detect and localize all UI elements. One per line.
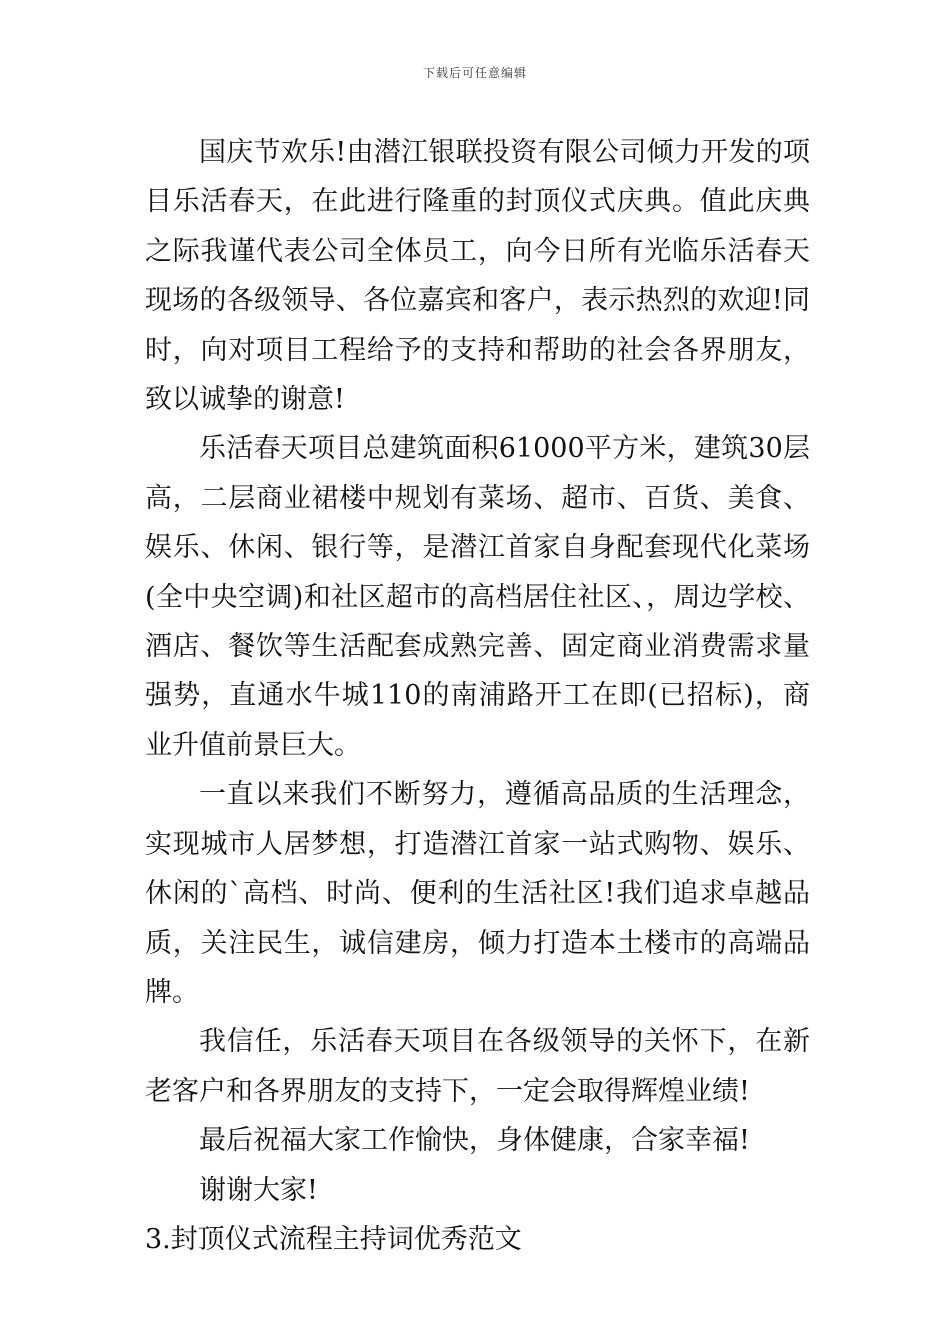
- paragraph-confidence: 我信任，乐活春天项目在各级领导的关怀下，在新老客户和各界朋友的支持下，一定会取得辉煌业绩!: [145, 1026, 810, 1107]
- document-body: [145, 128, 810, 1264]
- paragraph-opening: 国庆节欢乐!由潜江银联投资有限公司倾力开发的项目乐活春天，在此进行隆重的封顶仪式庆典。值此庆典之际我谨代表公司全体员工，向今日所有光临乐活春天现场的各级领导、各位嘉宾和客户，表示热烈的欢迎!同时，向对项目工程给予的支持和帮助的社会各界朋友，致以诚挚的谢意!: [145, 137, 810, 416]
- paragraph-commitment: 一直以来我们不断努力，遵循高品质的生活理念，实现城市人居梦想，打造潜江首家一站式购物、娱乐、休闲的`高档、时尚、便利的生活社区!我们追求卓越品质，关注民生，诚信建房，倾力打造本土楼市的高端品牌。: [145, 779, 810, 1008]
- header-note: 下载后可任意编辑: [422, 66, 527, 80]
- paragraph-thanks: 谢谢大家!: [199, 1174, 318, 1206]
- paragraph-project-info: 乐活春天项目总建筑面积61000平方米，建筑30层高，二层商业裙楼中规划有菜场、超市、百货、美食、娱乐、休闲、银行等，是潜江首家自身配套现代化菜场(全中央空调)和社区超市的高档居住社区、，周边学校、酒店、餐饮等生活配套成熟完善、固定商业消费需求量强势，直通水牛城110的南浦路开工在即(已招标)，商业升值前景巨大。: [145, 433, 810, 761]
- section-heading: 3.封顶仪式流程主持词优秀范文: [145, 1223, 522, 1255]
- paragraph-blessing: 最后祝福大家工作愉快，身体健康，合家幸福!: [199, 1125, 750, 1157]
